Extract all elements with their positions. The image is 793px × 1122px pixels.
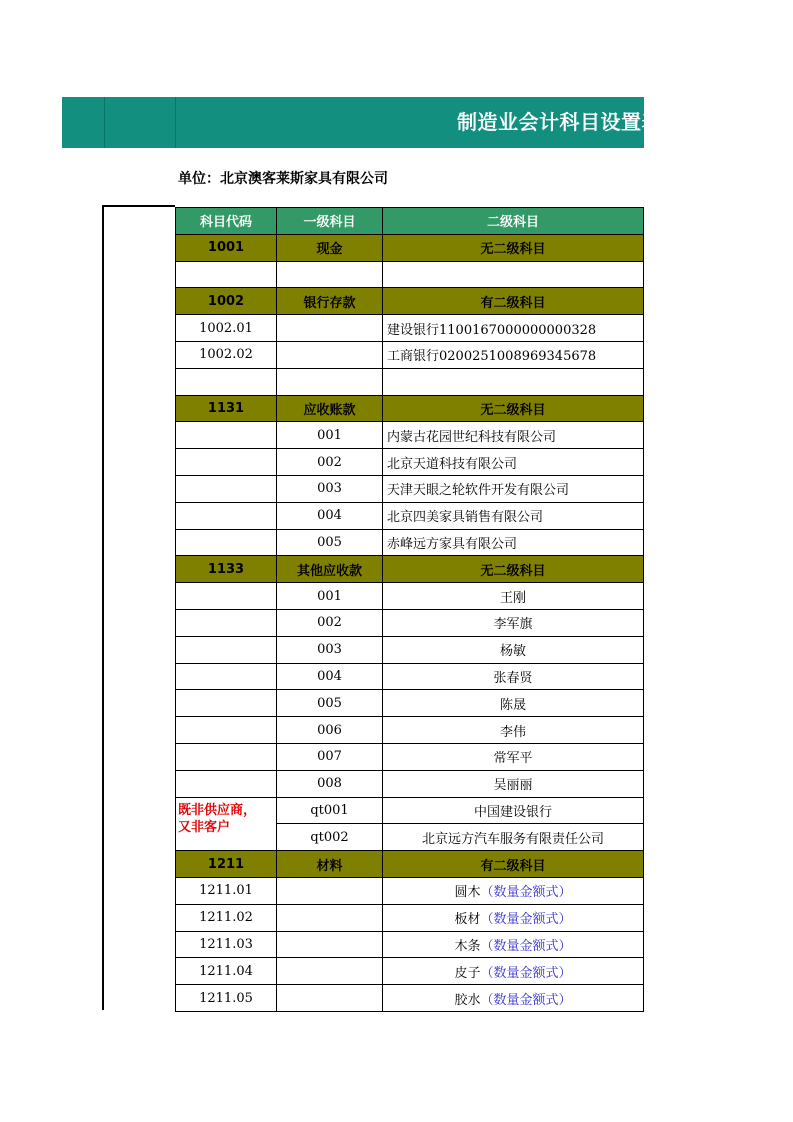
category-row [176, 234, 644, 261]
header-first-level: 一级科目 [277, 208, 383, 235]
second-level-name: 陈晟 [499, 697, 526, 713]
cell-second-level [383, 636, 644, 663]
cell-first-level: 008 [277, 770, 383, 797]
header-second-level: 二级科目 [383, 208, 644, 235]
accounting-method-note: （数量金额式） [480, 965, 572, 981]
cell-first-level: 006 [277, 717, 383, 744]
second-level-name: 皮子 [454, 965, 481, 981]
cell-code [176, 770, 277, 797]
side-note-line-1: 既非供应商， [178, 803, 257, 818]
cell-second-level [383, 797, 644, 824]
cell-code: 1211.01 [176, 877, 277, 904]
cell-second-level [383, 770, 644, 797]
cell-first-level: 005 [277, 690, 383, 717]
cell-code [176, 663, 277, 690]
cell-first-level [277, 958, 383, 985]
second-level-name: 圆木 [454, 885, 481, 901]
cell-second-level [383, 931, 644, 958]
cell-first-level [277, 877, 383, 904]
second-level-name: 北京远方汽车服务有限责任公司 [421, 831, 604, 847]
second-level-name: 李伟 [499, 724, 526, 740]
cell-first-level: 001 [277, 583, 383, 610]
second-level-name: 王刚 [499, 590, 526, 606]
table-row [176, 931, 644, 958]
cell-code [176, 690, 277, 717]
cell-first-level: 007 [277, 743, 383, 770]
cell-code: 1133 [176, 556, 277, 583]
cell-code: 1211 [176, 851, 277, 878]
cell-second-level: 无二级科目 [383, 395, 644, 422]
table-row [176, 475, 644, 502]
cell-second-level [383, 663, 644, 690]
cell-first-level: 现金 [277, 234, 383, 261]
second-level-name: 内蒙古花园世纪科技有限公司 [387, 429, 557, 445]
table-row [176, 449, 644, 476]
cell-code [176, 636, 277, 663]
cell-code: 1002 [176, 288, 277, 315]
category-row [176, 395, 644, 422]
cell-first-level: 001 [277, 422, 383, 449]
table-row [176, 583, 644, 610]
cell-second-level [383, 743, 644, 770]
cell-code: 1001 [176, 234, 277, 261]
second-level-name: 天津天眼之轮软件开发有限公司 [387, 483, 570, 499]
banner-divider [104, 97, 105, 148]
category-row [176, 851, 644, 878]
cell-second-level [383, 583, 644, 610]
table-row [176, 609, 644, 636]
accounting-method-note: （数量金额式） [480, 885, 572, 901]
second-level-name: 常军平 [493, 751, 533, 767]
cell-code [176, 583, 277, 610]
table-row [176, 422, 644, 449]
table-row [176, 315, 644, 342]
cell-first-level: 003 [277, 475, 383, 502]
second-level-name: 工商银行0200251008969345678 [387, 349, 597, 365]
cell-code: 1131 [176, 395, 277, 422]
cell-code [176, 717, 277, 744]
table-row [176, 690, 644, 717]
cell-second-level [383, 690, 644, 717]
category-row [176, 288, 644, 315]
second-level-name: 吴丽丽 [493, 778, 533, 794]
cell-second-level: 无二级科目 [383, 234, 644, 261]
title-banner [62, 97, 662, 148]
category-row [176, 556, 644, 583]
table-row [176, 636, 644, 663]
table-row [176, 502, 644, 529]
accounting-method-note: （数量金额式） [480, 912, 572, 928]
cell-first-level: 004 [277, 502, 383, 529]
cell-first-level: 银行存款 [277, 288, 383, 315]
cell-second-level [383, 449, 644, 476]
cell-second-level [383, 315, 644, 342]
cell-code [176, 261, 277, 288]
second-level-name: 中国建设银行 [473, 804, 552, 820]
second-level-name: 北京天道科技有限公司 [387, 456, 518, 472]
cell-second-level [383, 904, 644, 931]
table-row [176, 663, 644, 690]
cell-code [176, 449, 277, 476]
unit-line: 单位：北京澳客莱斯家具有限公司 [178, 171, 388, 187]
side-note-line-2: 又非客户 [178, 820, 231, 835]
page-title: 制造业会计科目设置表 [457, 110, 662, 134]
cell-code [176, 422, 277, 449]
cell-code: 1211.03 [176, 931, 277, 958]
table-row [176, 770, 644, 797]
table-header-row [176, 208, 644, 235]
table-row [176, 985, 644, 1012]
second-level-name: 李军旗 [493, 617, 533, 633]
table-row [176, 743, 644, 770]
cell-code [176, 609, 277, 636]
cell-first-level: 002 [277, 449, 383, 476]
second-level-name: 张春贤 [493, 670, 533, 686]
blank-row [176, 261, 644, 288]
cell-second-level [383, 368, 644, 395]
frame-line-left [102, 205, 104, 1010]
cell-code [176, 475, 277, 502]
cell-code [176, 502, 277, 529]
second-level-name: 杨敏 [499, 644, 526, 660]
cell-second-level [383, 341, 644, 368]
cell-second-level [383, 422, 644, 449]
cell-second-level [383, 261, 644, 288]
cell-first-level [277, 261, 383, 288]
second-level-name: 赤峰远方家具有限公司 [387, 536, 518, 552]
cell-code [176, 368, 277, 395]
cell-first-level [277, 315, 383, 342]
cell-code: 1211.04 [176, 958, 277, 985]
second-level-name: 胶水 [454, 992, 481, 1008]
account-table [175, 207, 644, 1012]
cell-code: 1002.02 [176, 341, 277, 368]
cell-first-level: 应收账款 [277, 395, 383, 422]
cell-second-level [383, 609, 644, 636]
header-code: 科目代码 [176, 208, 277, 235]
blank-row [176, 368, 644, 395]
cell-second-level: 有二级科目 [383, 288, 644, 315]
cell-first-level: 003 [277, 636, 383, 663]
second-level-name: 建设银行1100167000000000328 [387, 322, 597, 338]
cell-first-level: qt002 [277, 824, 383, 851]
accounting-method-note: （数量金额式） [480, 938, 572, 954]
cell-code: 1002.01 [176, 315, 277, 342]
account-table-body [176, 208, 644, 1012]
cell-second-level [383, 824, 644, 851]
second-level-name: 木条 [454, 938, 481, 954]
table-row [176, 341, 644, 368]
table-row [176, 717, 644, 744]
cell-first-level: qt001 [277, 797, 383, 824]
cell-second-level [383, 958, 644, 985]
cell-code [176, 743, 277, 770]
cell-first-level [277, 985, 383, 1012]
cell-second-level: 有二级科目 [383, 851, 644, 878]
cell-first-level [277, 931, 383, 958]
cell-first-level: 004 [277, 663, 383, 690]
cell-first-level [277, 904, 383, 931]
cell-code: 1211.05 [176, 985, 277, 1012]
cell-code [176, 529, 277, 556]
cell-second-level [383, 717, 644, 744]
side-note [178, 802, 278, 836]
frame-line-top [102, 205, 175, 207]
cell-second-level [383, 475, 644, 502]
table-row [176, 529, 644, 556]
cell-second-level: 无二级科目 [383, 556, 644, 583]
cell-first-level [277, 368, 383, 395]
cell-second-level [383, 529, 644, 556]
cell-second-level [383, 502, 644, 529]
second-level-name: 板材 [454, 912, 481, 928]
second-level-name: 北京四美家具销售有限公司 [387, 510, 544, 526]
table-row [176, 904, 644, 931]
cell-first-level: 002 [277, 609, 383, 636]
cell-first-level: 005 [277, 529, 383, 556]
cell-first-level: 其他应收款 [277, 556, 383, 583]
banner-divider [175, 97, 176, 148]
cell-first-level [277, 341, 383, 368]
table-row [176, 958, 644, 985]
cell-first-level: 材料 [277, 851, 383, 878]
cell-second-level [383, 985, 644, 1012]
cell-code: 1211.02 [176, 904, 277, 931]
cell-second-level [383, 877, 644, 904]
table-row [176, 877, 644, 904]
accounting-method-note: （数量金额式） [480, 992, 572, 1008]
